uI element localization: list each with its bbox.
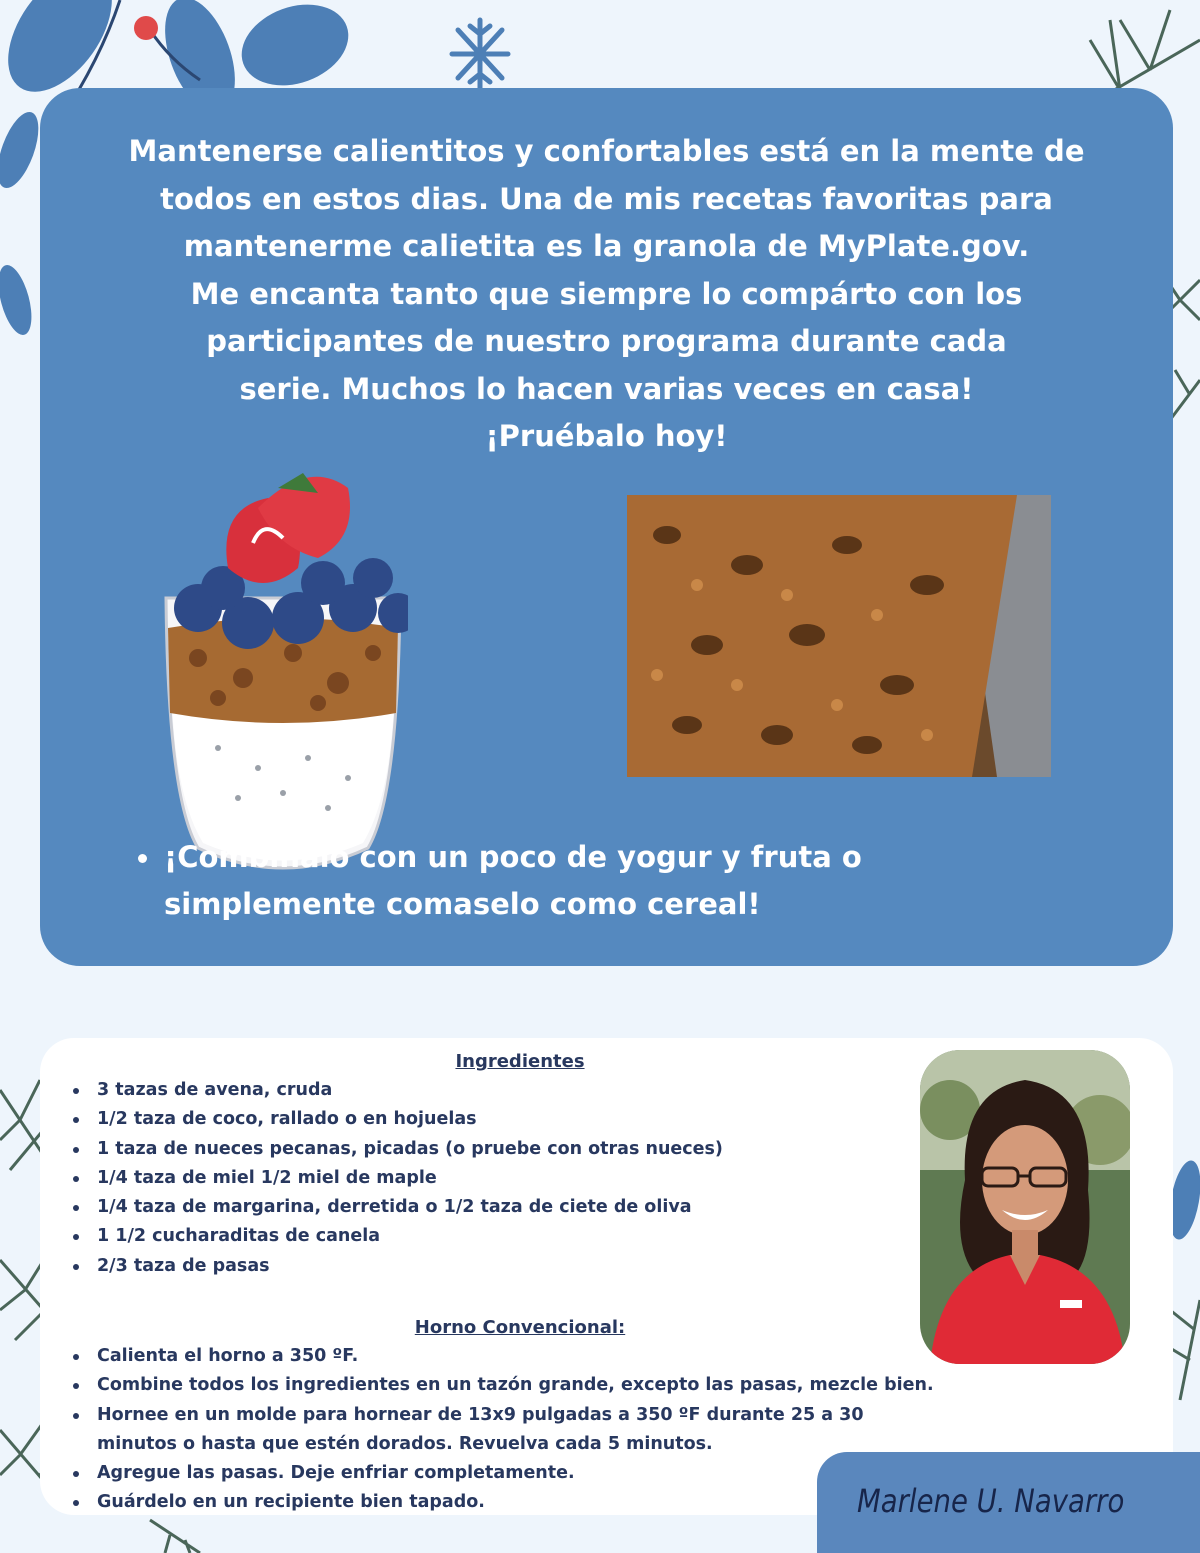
intro-line: Me encanta tanto que siempre lo compárto con los <box>190 276 1023 311</box>
oven-title: Horno Convencional: <box>414 1317 626 1338</box>
intro-line: mantenerme calietita es la granola de MyPlate.gov. <box>183 229 1030 263</box>
tip-line: ¡Combínalo con un poco de yogur y fruta o <box>164 840 862 874</box>
author-portrait-image <box>920 1050 1130 1364</box>
list-item: 2/3 taza de pasas <box>70 1252 970 1281</box>
list-item <box>134 834 862 928</box>
intro-line: Mantenerse calientitos y confortables está en la mente de <box>128 134 1085 168</box>
list-item: Guárdelo en un recipiente bien tapado. <box>70 1488 980 1517</box>
list-item: 1 taza de nueces pecanas, picadas (o pruebe con otras nueces) <box>70 1135 970 1164</box>
intro-line: serie. Muchos lo hacen varias veces en casa! <box>239 371 974 406</box>
signature-box <box>817 1452 1200 1553</box>
serving-tip <box>134 834 862 928</box>
granola-baking-tray-image <box>627 495 1051 777</box>
granola-yogurt-parfait-image <box>158 448 408 880</box>
list-item: 1/2 taza de coco, rallado o en hojuelas <box>70 1105 970 1134</box>
step-line: minutos o hasta que estén dorados. Revuelva cada 5 minutos. <box>97 1433 713 1454</box>
ingredients-list <box>70 1076 970 1281</box>
author-signature: Marlene U. Navarro <box>857 1482 1125 1520</box>
list-item: 1/4 taza de miel 1/2 miel de maple <box>70 1164 970 1193</box>
intro-text <box>70 128 1143 461</box>
list-item: Calienta el horno a 350 ºF. <box>70 1342 980 1371</box>
tip-line: simplemente comaselo como cereal! <box>164 887 761 921</box>
intro-panel <box>40 88 1173 966</box>
list-item: Agregue las pasas. Deje enfriar completamente. <box>70 1459 980 1488</box>
ingredients-title: Ingredientes <box>455 1051 585 1072</box>
list-item: 3 tazas de avena, cruda <box>70 1076 970 1105</box>
intro-line: ¡Pruébalo hoy! <box>485 419 728 453</box>
list-item <box>70 1401 980 1460</box>
recipe-card <box>40 1038 1173 1515</box>
list-item: Combine todos los ingredientes en un tazón grande, excepto las pasas, mezcle bien. <box>70 1371 980 1400</box>
list-item: 1 1/2 cucharaditas de canela <box>70 1222 970 1251</box>
intro-line: todos en estos dias. Una de mis recetas favoritas para <box>160 181 1053 216</box>
step-line: Hornee en un molde para hornear de 13x9 pulgadas a 350 ºF durante 25 a 30 <box>97 1404 864 1425</box>
list-item: 1/4 taza de margarina, derretida o 1/2 taza de ciete de oliva <box>70 1193 970 1222</box>
intro-line: participantes de nuestro programa durante cada <box>206 324 1007 358</box>
